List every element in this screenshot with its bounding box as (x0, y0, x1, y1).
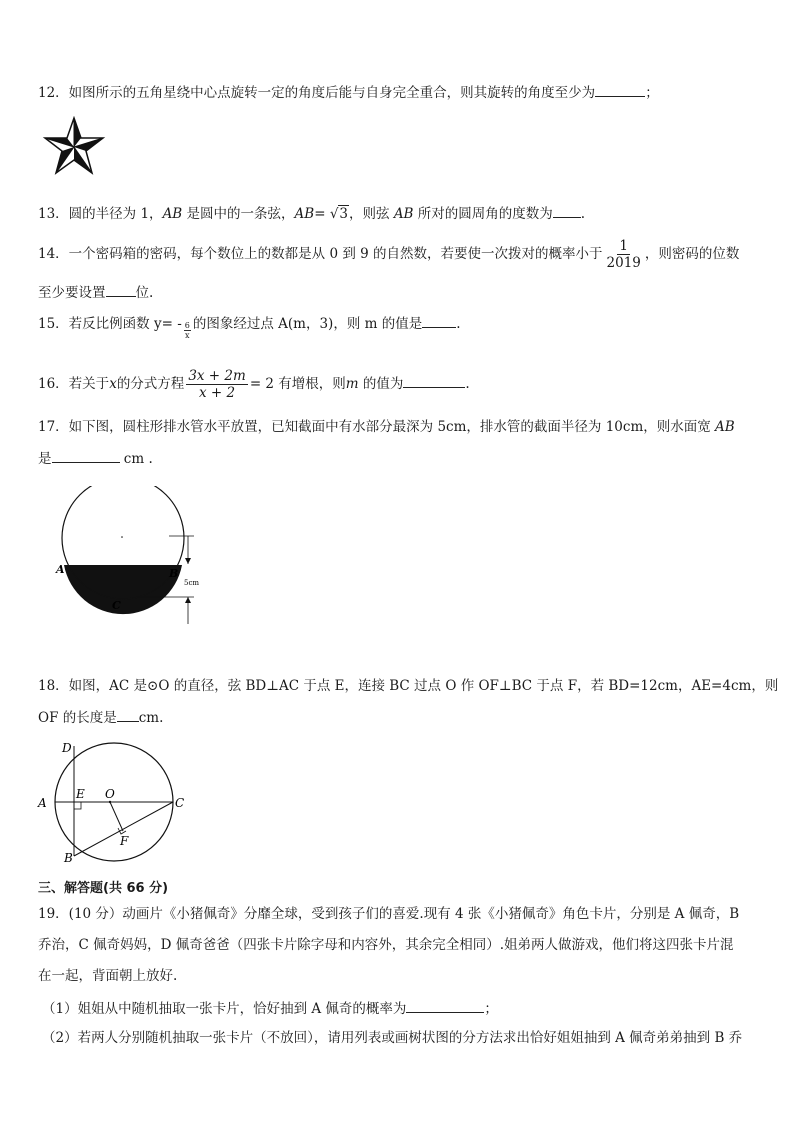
q16-var-m: m (345, 376, 359, 392)
q19-sub1-tail: ； (484, 1001, 498, 1017)
question-17 (38, 418, 735, 436)
q13-eq: = (314, 206, 330, 222)
right-angle-e (74, 802, 81, 809)
q16-tail: . (465, 376, 470, 392)
q13-var-ab2: AB (294, 206, 315, 222)
answer-blank (117, 707, 139, 722)
q15-tail: . (456, 316, 461, 332)
answer-blank (553, 203, 581, 218)
question-18-line2 (38, 707, 163, 727)
answer-blank (406, 998, 484, 1013)
label-d: D (62, 741, 72, 755)
question-13 (38, 203, 585, 223)
question-19-line3: 在一起，背面朝上放好. (38, 968, 178, 984)
question-19-sub2: （2）若两人分别随机抽取一张卡片（不放回），请用列表或画树状图的分方法求出恰好姐姐抽到 A 佩奇弟弟抽到 B 乔 (42, 1030, 743, 1046)
q13-end: 所对的圆周角的度数为 (413, 206, 553, 222)
q15-text-after: 的图象经过点 A(m，3)，则 m 的值是 (192, 316, 423, 332)
answer-blank (422, 313, 456, 328)
pipe-cross-section-figure (52, 486, 212, 628)
q16-eq: = 2 有增根，则 (249, 376, 346, 392)
q17-line2-tail: cm . (119, 451, 153, 467)
q13-mid: 是圆中的一条弦， (182, 206, 295, 222)
q13-var-ab: AB (162, 206, 183, 222)
center-dot (121, 536, 123, 538)
q12-text: 12．如图所示的五角星绕中心点旋转一定的角度后能与自身完全重合，则其旋转的角度至少为 (38, 85, 596, 101)
question-14 (38, 236, 739, 272)
label-b: B (64, 851, 73, 865)
label-b: B (169, 567, 179, 580)
q18-line2-tail: cm. (138, 710, 164, 726)
label-o: O (105, 787, 115, 801)
label-e: E (76, 787, 85, 801)
answer-blank (595, 82, 645, 97)
question-18 (38, 677, 778, 695)
q16-end: 的值为 (358, 376, 404, 392)
water-region (64, 565, 182, 614)
q14-text: 14．一个密码箱的密码，每个数位上的数都是从 0 到 9 的自然数，若要使一次拨对的概率小于 (38, 246, 603, 262)
five-point-star-figure (42, 116, 106, 176)
q16-var-x: x (109, 376, 117, 392)
fraction-6-over-x: $\frac{6}{x}$ (184, 321, 190, 340)
answer-blank (52, 448, 120, 463)
q13-tail: . (580, 206, 586, 222)
q17-line2: 是 (38, 451, 52, 467)
question-16 (38, 366, 470, 402)
fraction-1-2019: $\frac{1}{2019}$ (606, 238, 641, 271)
q13-after: ，则弦 (349, 206, 394, 222)
segment-of (110, 802, 123, 831)
sqrt-3: √3 (329, 206, 349, 222)
fraction-equation: $\frac{3x + 2m}{x + 2}$ (188, 368, 246, 401)
answer-blank (403, 373, 465, 388)
question-17-line2 (38, 448, 153, 468)
q18-line2: OF 的长度是 (38, 710, 117, 726)
q19-sub1-text: （1）姐姐从中随机抽取一张卡片，恰好抽到 A 佩奇的概率为 (42, 1001, 407, 1017)
answer-blank (106, 282, 136, 297)
q17-text: 17．如下图，圆柱形排水管水平放置，已知截面中有水部分最深为 5cm，排水管的截面半径为 10cm，则水面宽 (38, 419, 716, 435)
q14-line2: 至少要设置 (38, 285, 106, 301)
question-19-line1: 19．(10 分）动画片《小猪佩奇》分靡全球，受到孩子们的喜爱.现有 4 张《小猪佩奇》角色卡片，分别是 A 佩奇，B (38, 906, 740, 922)
question-15 (38, 313, 461, 340)
q13-prefix: 13．圆的半径为 1， (38, 206, 163, 222)
question-14-line2 (38, 282, 153, 302)
section-3-heading: 三、解答题(共 66 分) (38, 881, 169, 896)
label-f: F (120, 834, 129, 848)
q16-prefix: 16．若关于 (38, 376, 110, 392)
label-a: A (56, 563, 65, 576)
label-c: C (112, 599, 121, 612)
q12-tail: ； (645, 85, 659, 101)
question-12 (38, 82, 659, 102)
q15-text: 15．若反比例函数 y= - (38, 316, 182, 332)
q16-mid: 的分式方程 (116, 376, 185, 392)
q14-line2-tail: 位. (135, 285, 154, 301)
q17-var-ab: AB (715, 419, 735, 435)
label-a: A (38, 796, 47, 810)
q18-line1: 18．如图，AC 是⊙O 的直径，弦 BD⊥AC 于点 E，连接 BC 过点 O 作 OF⊥BC 于点 F，若 BD=12cm，AE=4cm，则 (38, 678, 779, 694)
label-c: C (175, 796, 185, 810)
circle-geometry-figure (32, 738, 192, 866)
q14-text-after: ，则密码的位数 (644, 246, 740, 262)
label-dim: 5cm (184, 579, 200, 587)
question-19-line2: 乔治，C 佩奇妈妈，D 佩奇爸爸（四张卡片除字母和内容外，其余完全相同）.姐弟两人做游戏，他们将这四张卡片混 (38, 937, 734, 953)
q13-var-ab3: AB (393, 206, 414, 222)
question-19-sub1 (42, 998, 498, 1018)
